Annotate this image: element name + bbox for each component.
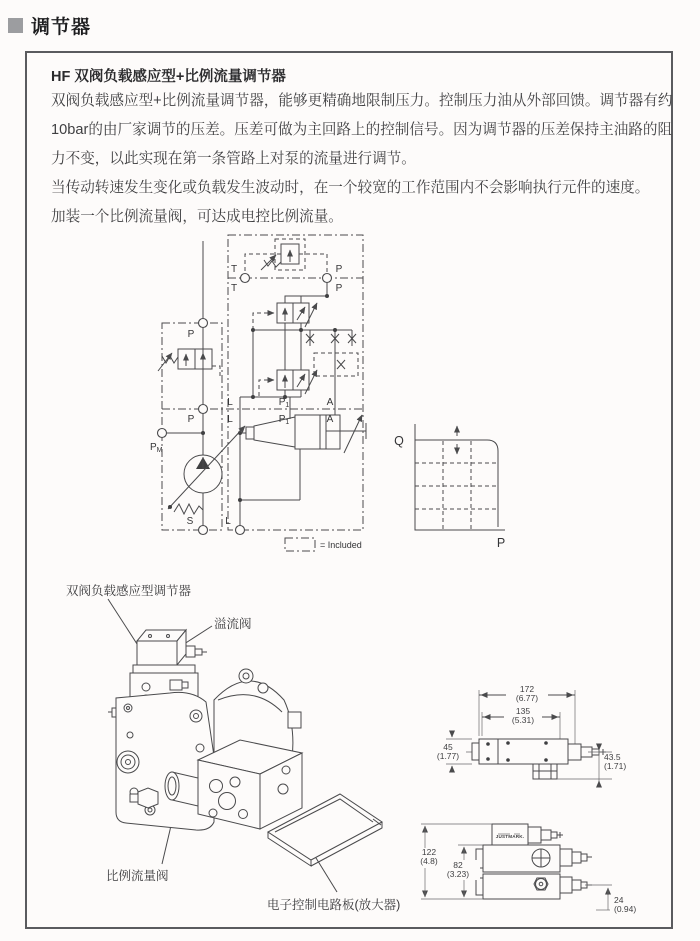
dim-outer-mm: 172 [519,684,535,694]
label-proportional-valve: 比例流量阀 [106,869,169,883]
port-label-p: P [335,283,343,294]
dim-offset-in: (0.94) [614,904,637,914]
paragraph-1: 双阀负载感应型+比例流量调节器，能够更精确地限制压力。控制压力油从外部回馈。调节器有约10bar的由厂家调节的压差。压差可做为主回路上的控制信号。因为调节器的压差保持主油路的阻力不变，以此实现在第一条管路上对泵的流量进行调节。 [51,93,673,167]
port-label-t: T [230,283,238,294]
label-regulator: 双阀负载感应型调节器 [66,584,192,598]
dim-offset-mm: 24 [614,895,624,905]
dim-body-mm: 82 [453,860,463,870]
port-label-p: P [335,264,343,275]
section-title: 调节器 [31,17,92,38]
dim-right-in: (1.71) [604,761,627,771]
dim-outer-in: (6.77) [515,693,539,703]
label-control-board: 电子控制电路板(放大器) [267,898,401,912]
section-bullet-icon [8,18,23,33]
port-label-s: S [186,516,194,527]
dim-total-in: (4.8) [420,856,438,866]
port-label-a: A [326,397,334,408]
dim-total-mm: 122 [421,847,437,857]
dimension-drawing-side-view [436,683,692,795]
proportional-valve-2-symbol [259,353,358,396]
relief-valve-symbol [245,239,327,273]
orifice-icon [337,360,345,369]
dim-inner-mm: 135 [515,706,531,716]
paragraph-2: 当传动转速发生变化或负载发生波动时，在一个较宽的工作范围内不会影响执行元件的速度。 [51,180,650,196]
description-text [51,87,683,232]
label-relief-valve: 溢流阀 [214,617,252,631]
port-label-p: P [187,414,195,425]
dim-body-in: (3.23) [446,869,470,879]
servo-cylinder-symbol [246,415,366,453]
dim-right-mm: 43.5 [604,752,621,762]
port-t [241,274,250,283]
port-label-l: L [227,414,233,425]
port-label-pm: $P_M$ [150,442,163,454]
port-label-p1: $P_1$ [278,414,290,426]
port-label-p1: $P_1$ [278,397,290,409]
port-label-p: P [187,329,195,340]
port-label-t: T [230,264,238,275]
port-label-a: A [326,414,334,425]
port-p-pilot [323,274,332,283]
port-p-top [199,319,208,328]
port-pm [158,429,167,438]
port-p-main [199,405,208,414]
qp-characteristic-graph [390,408,515,556]
legend-text: = Included [320,540,362,550]
brand-text: JUSTMARK. [495,834,525,839]
port-s [199,526,208,535]
port-l [236,526,245,535]
paragraph-3: 加装一个比例流量阀，可达成电控比例流量。 [51,209,343,225]
dim-inner-in: (5.31) [511,715,535,725]
graph-y-axis-label: Q [394,434,404,448]
hex-plug-icon [534,878,548,890]
port-cross-icon [532,849,550,867]
panel-title: HF 双阀负载感应型+比例流量调节器 [51,69,286,85]
dim-left-mm: 45 [443,742,453,752]
port-label-l: L [225,516,231,527]
section-header [8,12,91,39]
dimension-drawing-front-view [418,806,692,934]
hydraulic-schematic [150,230,420,556]
dim-left-in: (1.77) [436,751,460,761]
pump-symbol [168,426,245,514]
schematic-legend [285,538,362,551]
relief-valve-block [137,630,207,665]
port-label-l: L [227,397,233,408]
graph-x-axis-label: P [496,536,506,550]
compensator-valve-symbol [158,349,220,378]
